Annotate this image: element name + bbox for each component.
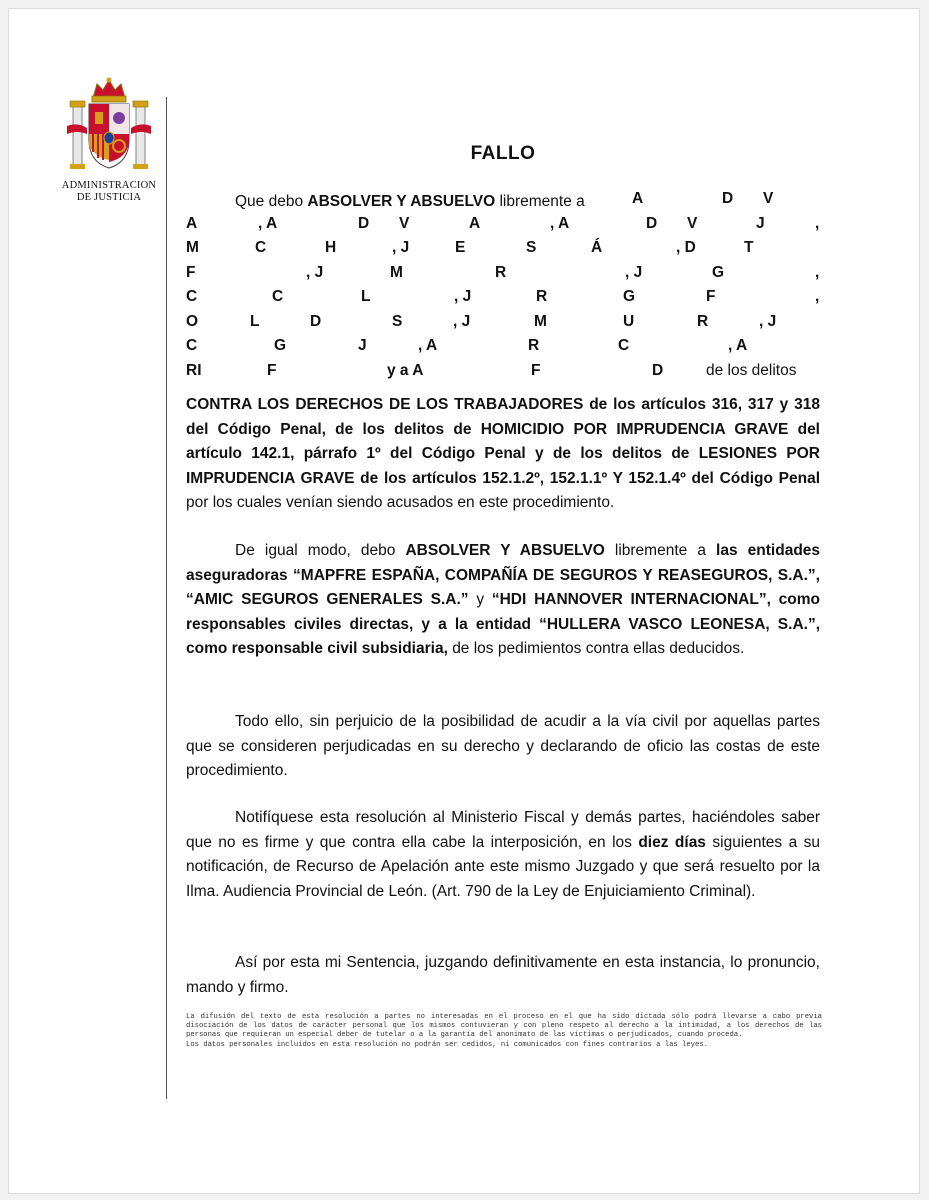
names-row <box>186 362 820 387</box>
name-token: , J <box>392 239 410 256</box>
p2-intro: De igual modo, debo <box>235 542 396 559</box>
redacted-names-block <box>186 190 820 386</box>
name-token: R <box>528 337 540 354</box>
name-token: V <box>399 214 410 232</box>
name-token: U <box>623 312 635 330</box>
institution-line1: ADMINISTRACION <box>61 180 157 191</box>
name-token: F <box>267 361 277 379</box>
name-token: G <box>712 263 725 281</box>
name-token: G <box>274 337 287 354</box>
name-token: C <box>272 288 284 305</box>
name-token: V <box>763 190 774 207</box>
institution-label <box>60 180 158 204</box>
name-token: , <box>815 263 820 281</box>
name-token: y a A <box>387 361 424 379</box>
name-token: T <box>744 239 754 256</box>
p1-intro-text: Que debo <box>235 193 304 210</box>
names-row <box>186 337 820 362</box>
name-token: D <box>646 214 658 232</box>
paragraph5: Así por esta mi Sentencia, juzgando definitivamente en esta instancia, lo pronuncio, mando y firmo. <box>186 954 820 996</box>
name-token: , J <box>625 263 643 281</box>
p2-closing: de los pedimientos contra ellas deducidos. <box>452 640 745 657</box>
name-token: R <box>495 263 507 281</box>
name-token: G <box>623 288 636 305</box>
name-token: E <box>455 239 466 256</box>
footer-line1: La difusión del texto de esta resolución a partes no interesadas en el proceso en el que ha sido dictada sólo podrá llevarse a cabo previa disociación de los datos de carácter personal que los mismos contuvieran y con pleno respeto al derecho a la intimidad, a los derechos de las personas que requieran un especial deber de tutelar o a la garantía del anonimato de las víctimas o perjudicados, cuando proceda. <box>186 1013 822 1040</box>
name-token: M <box>186 239 199 256</box>
name-token: S <box>526 239 537 256</box>
name-token: S <box>392 312 403 330</box>
name-token: , D <box>676 239 696 256</box>
name-token: A <box>186 214 198 232</box>
p1-closing: por los cuales venían siendo acusados en este procedimiento. <box>186 494 615 511</box>
name-token: Á <box>591 239 603 256</box>
name-token: F <box>706 288 716 305</box>
spanish-coat-of-arms-icon <box>61 76 157 178</box>
name-token: , A <box>418 337 438 354</box>
name-token: J <box>358 337 367 354</box>
p2-libremente: libremente a <box>614 542 706 559</box>
name-token: D <box>310 312 322 330</box>
name-token: , J <box>453 312 471 330</box>
name-token: V <box>687 214 698 232</box>
name-token: C <box>618 337 630 354</box>
p4-bold: diez días <box>638 833 706 851</box>
p2-absolver: ABSOLVER Y ABSUELVO <box>405 542 605 559</box>
institution-line2: DE JUSTICIA <box>76 192 142 203</box>
name-token: D <box>722 190 734 207</box>
names-row <box>186 288 820 313</box>
p4-after: siguientes a su notificación, de Recurso de Apelación ante este mismo Juzgado y que será resuelto por la Ilma. Audiencia Provincial de León. (Art. 790 de la Ley de Enjuiciamiento Criminal). <box>186 833 821 900</box>
paragraph1-crimes <box>186 393 820 516</box>
margin-divider <box>166 97 167 1099</box>
name-token: C <box>255 239 267 256</box>
name-token: , J <box>454 288 472 305</box>
paragraph2 <box>186 539 820 662</box>
paragraph4 <box>186 806 820 904</box>
names-row <box>186 190 820 215</box>
p1-crimes-text: CONTRA LOS DERECHOS DE LOS TRABAJADORES de los artículos 316, 317 y 318 del Código Penal, de los delitos de HOMICIDIO POR IMPRUDENCIA GRAVE del artículo 142.1, párrafo 1º del Código Penal y de los delitos de LESIONES POR IMPRUDENCIA GRAVE de los artículos 152.1.2º, 152.1.1º Y 152.1.4º del Código Penal <box>186 396 820 487</box>
names-row <box>186 239 820 264</box>
name-token: C <box>186 337 198 354</box>
name-token: O <box>186 312 199 330</box>
p1-libremente: libremente a <box>499 193 585 210</box>
name-token: R <box>697 312 709 330</box>
name-token: M <box>534 312 547 330</box>
name-token: D <box>358 214 370 232</box>
paragraph3: Todo ello, sin perjuicio de la posibilidad de acudir a la vía civil por aquellas partes que se consideren perjudicadas en su derecho y declarando de oficio las costas de este procedimiento. <box>186 713 820 779</box>
p2-insurers: las entidades aseguradoras “MAPFRE ESPAÑA, COMPAÑÍA DE SEGUROS Y REASEGUROS, S.A.”, “AMIC SEGUROS GENERALES S.A.” <box>186 542 821 608</box>
name-token: , J <box>759 312 777 330</box>
names-row <box>186 264 820 289</box>
name-token: C <box>186 288 198 305</box>
name-token: L <box>250 312 260 330</box>
names-row <box>186 313 820 338</box>
name-token: F <box>186 263 196 281</box>
name-token: , <box>815 288 820 305</box>
name-token: de los delitos <box>706 361 797 379</box>
name-token: , A <box>258 214 278 232</box>
name-token: , A <box>550 214 570 232</box>
name-token: , <box>815 214 820 232</box>
name-token: A <box>469 214 481 232</box>
p2-y: y <box>476 591 485 608</box>
name-token: H <box>325 239 337 256</box>
name-token: M <box>390 263 403 281</box>
name-token: D <box>652 361 664 379</box>
name-token: A <box>632 190 644 207</box>
name-token: R <box>536 288 548 305</box>
privacy-footer <box>186 1013 822 1050</box>
footer-line2: Los datos personales incluidos en esta resolución no podrán ser cedidos, ni comunicados con fines contrarios a las leyes. <box>186 1040 708 1049</box>
name-token: F <box>531 361 541 379</box>
names-row <box>186 215 820 240</box>
name-token: RI <box>186 361 202 379</box>
p2-hdi: “HDI HANNOVER INTERNACIONAL”, como responsables civiles directas, y a la entidad “HULLERA VASCO LEONESA, S.A.”, como responsable civil subsidiaria, <box>186 591 821 657</box>
name-token: , A <box>728 337 748 354</box>
court-emblem <box>60 76 158 206</box>
name-token: L <box>361 288 371 305</box>
page-title: FALLO <box>470 143 536 164</box>
name-token: J <box>756 214 765 232</box>
p4-before: Notifíquese esta resolución al Ministerio Fiscal y demás partes, haciéndoles saber que no es firme y que contra ella cabe la interposición, en los <box>186 809 820 851</box>
p1-absolver: ABSOLVER Y ABSUELVO <box>307 193 496 210</box>
name-token: , J <box>306 263 324 281</box>
